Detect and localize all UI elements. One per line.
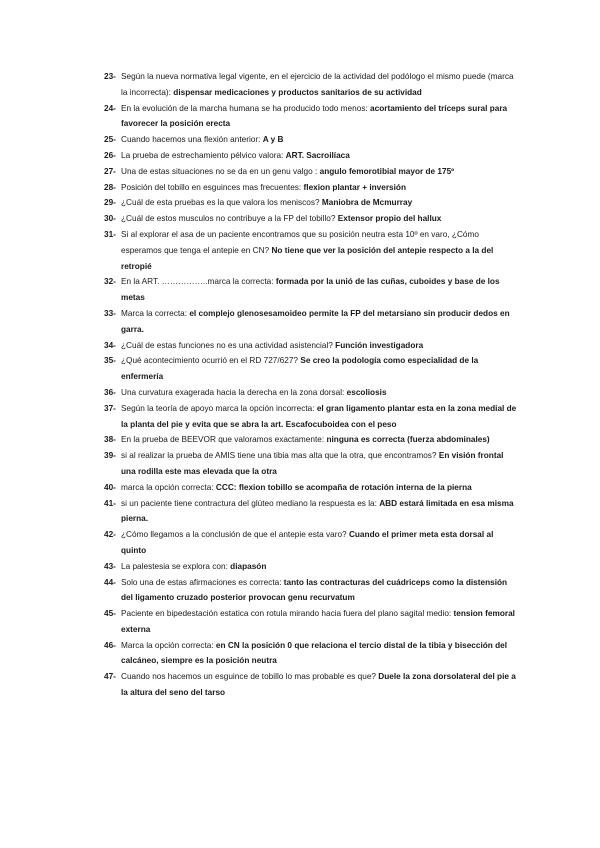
answer-text: ART. Sacroilíaca	[285, 150, 350, 160]
answer-text: diapasón	[230, 561, 267, 571]
question-text: Marca la opción correcta:	[121, 640, 216, 650]
question-item	[104, 148, 518, 164]
question-text: Según la nueva normativa legal vigente, en el ejercicio de la actividad del podólogo el mismo puede (marca la incorrecta):	[121, 72, 514, 97]
question-item	[104, 69, 518, 101]
question-number: 26-	[104, 150, 116, 160]
question-number: 40-	[104, 482, 116, 492]
question-number: 28-	[104, 182, 116, 192]
answer-text: flexion plantar + inversión	[303, 182, 406, 192]
answer-text: CCC: flexion tobillo se acompaña de rotación interna de la pierna	[215, 482, 472, 492]
question-item	[104, 338, 518, 354]
answer-text: acortamiento del tríceps sural para favorecer la posición erecta	[121, 103, 508, 129]
answer-text: el gran ligamento plantar esta en la zona medial de la planta del pie y evita que se abra la art. Escafocuboidea con el peso	[121, 403, 517, 429]
question-text: Solo una de estas afirmaciones es correcta:	[121, 577, 284, 587]
question-text: En la evolución de la marcha humana se ha producido todo menos:	[121, 103, 371, 113]
question-item	[104, 195, 518, 211]
answer-text: escoliosis	[346, 387, 387, 397]
question-text: En la ART. ……………..marca la correcta:	[121, 277, 276, 287]
question-number: 46-	[104, 640, 116, 650]
question-text: si al realizar la prueba de AMIS tiene una tibia mas alta que la otra, que encontramos?	[121, 451, 439, 461]
question-text: ¿Cómo llegamos a la conclusión de que el antepie esta varo?	[121, 530, 349, 540]
answer-text: dispensar medicaciones y productos sanitarios de su actividad	[173, 87, 422, 97]
question-number: 42-	[104, 530, 116, 540]
answer-text: En visión frontal una rodilla este mas elevada que la otra	[121, 451, 504, 476]
question-number: 44-	[104, 577, 116, 587]
question-item	[104, 353, 518, 385]
question-text: Cuando hacemos una flexión anterior:	[121, 135, 263, 145]
question-number: 31-	[104, 229, 116, 239]
question-text: Posición del tobillo en esguinces mas frecuentes:	[121, 182, 304, 192]
question-item	[104, 669, 518, 701]
answer-text: ABD estará limitada en esa misma pierna.	[121, 498, 514, 524]
question-item	[104, 180, 518, 196]
answer-text: tension femoral externa	[121, 609, 515, 634]
question-text: ¿Qué acontecimiento ocurrió en el RD 727/627?	[121, 356, 301, 366]
question-item	[104, 432, 518, 448]
question-number: 45-	[104, 609, 116, 619]
question-item	[104, 448, 518, 480]
answer-text: Duele la zona dorsolateral del pie a la altura del seno del tarso	[121, 672, 516, 698]
question-item	[104, 306, 518, 338]
question-item	[104, 559, 518, 575]
question-text: Una curvatura exagerada hacia la derecha en la zona dorsal:	[121, 387, 347, 397]
question-text: marca la opción correcta:	[121, 482, 216, 492]
question-text: La prueba de estrechamiento pélvico valora:	[121, 150, 286, 160]
answer-text: A y B	[262, 135, 284, 145]
question-text: Si al explorar el asa de un paciente encontramos que su posición neutra esta 10º en varo, ¿Cómo esperamos que tenga el antepie en CN?	[121, 229, 479, 255]
answer-text: Cuando el primer meta esta dorsal al quinto	[121, 530, 494, 555]
question-item	[104, 132, 518, 148]
answer-text: Extensor propio del hallux	[337, 214, 442, 224]
question-text: Cuando nos hacemos un esguince de tobillo lo mas probable es que?	[121, 672, 379, 682]
question-number: 23-	[104, 72, 116, 81]
question-text: Marca la correcta:	[121, 308, 190, 318]
question-text: ¿Cuál de esta pruebas es la que valora los meniscos?	[121, 198, 322, 208]
answer-text: en CN la posición 0 que relaciona el tercio distal de la tibia y bisección del calcáneo, siempre es la posición neutra	[121, 640, 508, 666]
answer-text: Función investigadora	[335, 340, 424, 350]
question-text: Según la teoría de apoyo marca la opción incorrecta:	[121, 403, 317, 413]
question-item	[104, 638, 518, 670]
question-item	[104, 575, 518, 607]
question-number: 47-	[104, 672, 116, 682]
answer-text: Se creo la podología como especialidad de la enfermería	[121, 356, 479, 382]
question-text: si un paciente tiene contractura del glúteo mediano la respuesta es la:	[121, 498, 380, 508]
question-number: 39-	[104, 451, 116, 461]
answer-text: el complejo glenosesamoideo permite la FP del metarsiano sin producir dedos en garra.	[121, 308, 510, 334]
question-item	[104, 606, 518, 638]
question-item	[104, 274, 518, 306]
question-number: 30-	[104, 214, 116, 224]
question-number: 38-	[104, 435, 116, 445]
question-text: Una de estas situaciones no se da en un genu valgo :	[121, 166, 320, 176]
answer-text: ninguna es correcta (fuerza abdominales)	[326, 435, 490, 445]
question-item	[104, 101, 518, 133]
question-item	[104, 164, 518, 180]
answer-text: No tiene que ver la posición del antepie respecto a la del retropié	[121, 245, 494, 271]
question-number: 43-	[104, 561, 116, 571]
answer-text: angulo femorotibial mayor de 175º	[319, 166, 455, 176]
question-item	[104, 527, 518, 559]
question-number: 36-	[104, 387, 116, 397]
question-item	[104, 385, 518, 401]
answer-text: Maniobra de Mcmurray	[321, 198, 413, 208]
question-number: 37-	[104, 403, 116, 413]
question-number: 32-	[104, 277, 116, 287]
question-item	[104, 211, 518, 227]
question-text: En la prueba de BEEVOR que valoramos exactamente:	[121, 435, 327, 445]
question-number: 27-	[104, 166, 116, 176]
question-text: ¿Cuál de estos musculos no contribuye a la FP del tobillo?	[121, 214, 338, 224]
question-item	[104, 227, 518, 274]
question-text: ¿Cuál de estas funciones no es una actividad asistencial?	[121, 340, 336, 350]
question-number: 41-	[104, 498, 116, 508]
question-number: 35-	[104, 356, 116, 366]
question-number: 33-	[104, 308, 116, 318]
answer-text: tanto las contracturas del cuádriceps como la distensión del ligamento cruzado posterior provocan genu recurvatum	[121, 577, 508, 603]
question-text: Paciente en bipedestación estatica con rotula mirando hacia fuera del plano sagital medio:	[121, 609, 454, 619]
question-number: 34-	[104, 340, 116, 350]
question-number: 25-	[104, 135, 116, 145]
question-item	[104, 480, 518, 496]
question-item	[104, 496, 518, 528]
question-number: 29-	[104, 198, 116, 208]
question-list	[104, 69, 518, 701]
question-text: La palestesia se explora con:	[121, 561, 231, 571]
answer-text: formada por la unió de las cuñas, cuboides y base de los metas	[121, 277, 500, 303]
question-number: 24-	[104, 103, 116, 113]
question-item	[104, 401, 518, 433]
